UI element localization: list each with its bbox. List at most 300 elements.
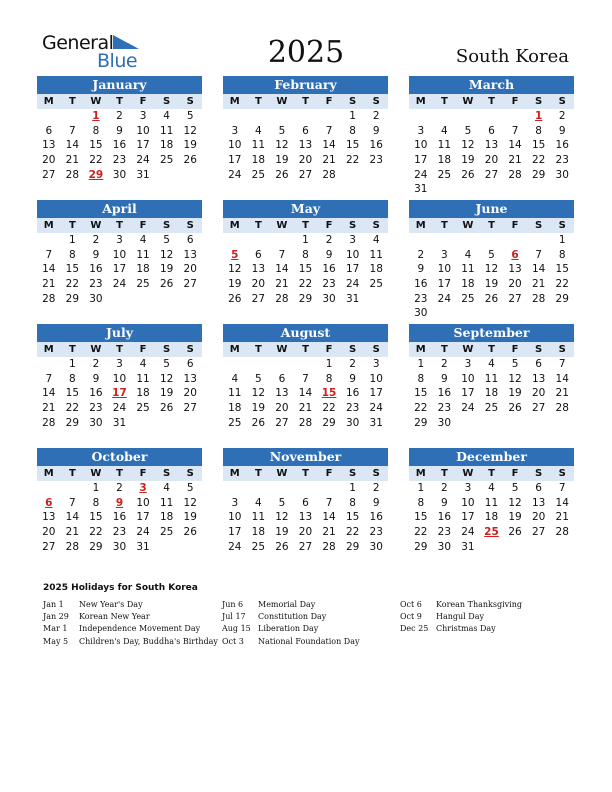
day-cell: 24 xyxy=(136,154,150,167)
day-cell: 23 xyxy=(414,292,428,305)
day-cell: 30 xyxy=(437,540,452,553)
day-cell: 23 xyxy=(112,526,127,539)
weekday-label: M xyxy=(43,96,54,107)
day-cell: 20 xyxy=(251,278,266,291)
day-cell: 28 xyxy=(275,292,289,305)
weekday-label: S xyxy=(349,344,357,355)
day-grid xyxy=(37,357,202,430)
holiday-name: Korean Thanksgiving xyxy=(436,600,522,609)
day-cell: 8 xyxy=(535,124,542,137)
weekday-label: F xyxy=(325,468,333,479)
day-cell: 24 xyxy=(136,526,150,539)
empty-cell xyxy=(270,109,294,124)
day-cell: 28 xyxy=(555,526,569,539)
day-cell: 2 xyxy=(441,358,448,370)
day-cell: 23 xyxy=(89,278,103,291)
day-cell: 5 xyxy=(278,124,286,137)
holiday-name: Children's Day, Buddha's Birthday xyxy=(79,636,218,646)
day-cell: 26 xyxy=(461,168,475,181)
weekday-label: W xyxy=(276,96,288,107)
weekday-label: S xyxy=(186,344,194,355)
day-cell: 9 xyxy=(92,248,100,261)
day-cell: 11 xyxy=(251,139,266,152)
weekday-header-row xyxy=(37,342,202,357)
day-cell: 27 xyxy=(42,540,56,553)
weekday-label: W xyxy=(90,220,102,231)
empty-cell xyxy=(37,357,61,372)
day-cell: 20 xyxy=(298,526,313,539)
weekday-label: W xyxy=(276,468,288,479)
day-cell: 9 xyxy=(325,248,333,261)
month-title: August xyxy=(223,324,388,342)
day-cell: 6 xyxy=(302,496,309,509)
day-cell: 1 xyxy=(302,234,309,246)
empty-cell xyxy=(409,233,433,248)
empty-cell xyxy=(247,357,271,372)
day-cell: 28 xyxy=(42,416,56,429)
day-cell: 3 xyxy=(464,482,472,494)
day-cell: 5 xyxy=(511,482,519,494)
day-cell: 14 xyxy=(65,139,80,152)
weekday-label: M xyxy=(415,344,426,355)
day-cell: 16 xyxy=(345,387,360,400)
weekday-label: S xyxy=(535,220,543,231)
weekday-label: T xyxy=(68,96,76,107)
weekday-label: M xyxy=(229,220,240,231)
day-cell: 12 xyxy=(183,496,197,509)
day-cell: 29 xyxy=(414,416,428,429)
day-cell: 18 xyxy=(484,387,499,400)
holiday-name: New Year's Day xyxy=(79,600,143,609)
day-cell: 2 xyxy=(325,234,333,246)
day-cell: 10 xyxy=(461,372,475,385)
day-cell: 11 xyxy=(251,511,266,524)
day-cell: 29 xyxy=(65,292,80,305)
day-cell: 20 xyxy=(183,263,197,276)
day-cell: 18 xyxy=(159,139,174,152)
day-cell: 12 xyxy=(228,263,242,276)
day-cell: 15 xyxy=(345,139,360,152)
day-cell: 27 xyxy=(531,402,546,415)
weekday-label: S xyxy=(535,96,543,107)
day-cell: 27 xyxy=(484,168,499,181)
weekday-label: W xyxy=(90,96,102,107)
weekday-label: M xyxy=(43,344,54,355)
day-cell: 22 xyxy=(89,154,103,167)
holiday-name: Independence Movement Day xyxy=(79,624,201,634)
day-cell: 22 xyxy=(531,154,546,167)
day-cell: 22 xyxy=(298,278,313,291)
day-cell: 31 xyxy=(369,416,383,429)
day-cell: 29 xyxy=(414,540,428,553)
empty-cell xyxy=(527,233,551,248)
empty-cell xyxy=(37,109,61,124)
weekday-label: M xyxy=(43,468,54,479)
day-cell: 30 xyxy=(555,168,569,181)
holiday-date: Oct 6 xyxy=(400,600,422,609)
day-cell: 2 xyxy=(558,110,566,122)
holiday-column xyxy=(400,599,522,636)
weekday-label: T xyxy=(254,220,262,231)
day-cell: 15 xyxy=(89,511,103,524)
day-cell: 6 xyxy=(488,124,495,137)
empty-cell xyxy=(37,233,61,248)
month-title: July xyxy=(37,324,202,342)
day-cell: 26 xyxy=(183,154,197,167)
month-may xyxy=(223,200,388,306)
day-cell: 2 xyxy=(116,110,123,122)
day-cell: 24 xyxy=(112,278,127,291)
day-cell: 1 xyxy=(349,482,356,494)
day-cell: 2 xyxy=(92,358,100,370)
day-cell: 29 xyxy=(322,416,336,429)
day-cell: 13 xyxy=(275,387,289,400)
country-name: South Korea xyxy=(455,46,569,67)
day-cell: 11 xyxy=(136,248,150,261)
day-cell: 4 xyxy=(372,234,380,246)
empty-cell xyxy=(223,233,247,248)
weekday-header-row xyxy=(409,342,574,357)
month-november xyxy=(223,448,388,554)
month-february xyxy=(223,76,388,182)
weekday-label: T xyxy=(488,220,495,231)
holiday-date: Mar 1 xyxy=(43,624,68,634)
day-cell: 21 xyxy=(42,402,56,415)
day-cell: 24 xyxy=(112,402,127,415)
holiday-name: Hangul Day xyxy=(436,612,484,622)
weekday-label: T xyxy=(488,468,495,479)
day-cell: 23 xyxy=(437,402,452,415)
day-cell: 28 xyxy=(508,168,522,181)
day-cell: 18 xyxy=(251,526,266,539)
weekday-label: W xyxy=(462,468,474,479)
day-cell: 21 xyxy=(65,526,80,539)
day-cell: 3 xyxy=(231,496,239,509)
logo-text-blue: Blue xyxy=(97,50,138,72)
holiday-day-cell: 6 xyxy=(45,496,53,509)
day-cell: 30 xyxy=(322,292,336,305)
month-title: December xyxy=(409,448,574,466)
weekday-label: F xyxy=(325,344,333,355)
day-cell: 12 xyxy=(508,372,522,385)
day-cell: 10 xyxy=(437,263,452,276)
holiday-day-cell: 15 xyxy=(321,387,337,400)
day-cell: 13 xyxy=(531,372,546,385)
weekday-label: T xyxy=(440,468,448,479)
day-cell: 15 xyxy=(414,387,428,400)
day-cell: 14 xyxy=(508,139,522,152)
empty-cell xyxy=(247,481,271,496)
day-cell: 9 xyxy=(116,124,123,137)
weekday-label: T xyxy=(302,96,309,107)
day-cell: 30 xyxy=(112,168,127,181)
day-cell: 17 xyxy=(136,139,150,152)
day-cell: 13 xyxy=(298,511,313,524)
day-cell: 25 xyxy=(228,416,242,429)
month-january xyxy=(37,76,202,182)
holidays-section xyxy=(43,583,583,646)
weekday-label: T xyxy=(116,220,123,231)
day-cell: 3 xyxy=(441,248,448,261)
day-cell: 19 xyxy=(461,154,475,167)
day-cell: 25 xyxy=(437,168,452,181)
day-cell: 21 xyxy=(42,278,56,291)
day-cell: 22 xyxy=(65,402,80,415)
day-cell: 22 xyxy=(89,526,103,539)
empty-cell xyxy=(294,357,318,372)
day-cell: 25 xyxy=(461,292,475,305)
day-cell: 16 xyxy=(89,387,103,400)
day-cell: 19 xyxy=(159,387,174,400)
day-cell: 11 xyxy=(159,124,174,137)
weekday-label: F xyxy=(139,468,147,479)
day-cell: 26 xyxy=(275,540,289,553)
weekday-label: S xyxy=(535,468,543,479)
weekday-header-row xyxy=(409,466,574,481)
day-cell: 10 xyxy=(228,511,242,524)
holiday-name: Christmas Day xyxy=(436,624,496,634)
empty-cell xyxy=(433,109,457,124)
day-cell: 19 xyxy=(508,387,522,400)
day-cell: 10 xyxy=(345,248,360,261)
day-cell: 16 xyxy=(112,511,127,524)
day-cell: 9 xyxy=(441,496,448,509)
weekday-label: F xyxy=(139,96,147,107)
day-cell: 19 xyxy=(484,278,499,291)
day-cell: 5 xyxy=(278,496,286,509)
weekday-label: F xyxy=(139,220,147,231)
day-cell: 16 xyxy=(322,263,336,276)
day-cell: 1 xyxy=(325,358,333,370)
weekday-header-row xyxy=(37,466,202,481)
month-september xyxy=(409,324,574,430)
day-cell: 1 xyxy=(69,234,76,246)
day-cell: 6 xyxy=(255,248,262,261)
day-cell: 13 xyxy=(183,248,197,261)
holiday-column xyxy=(222,599,360,648)
day-cell: 18 xyxy=(136,263,150,276)
day-cell: 6 xyxy=(45,124,53,137)
day-cell: 17 xyxy=(345,263,360,276)
empty-cell xyxy=(270,481,294,496)
day-cell: 27 xyxy=(275,416,289,429)
holiday-list-item xyxy=(43,623,218,635)
holiday-day-cell: 1 xyxy=(92,110,100,122)
month-title: January xyxy=(37,76,202,94)
day-cell: 10 xyxy=(461,496,475,509)
day-cell: 9 xyxy=(558,124,566,137)
day-cell: 27 xyxy=(42,168,56,181)
day-cell: 10 xyxy=(414,139,428,152)
holiday-date: May 5 xyxy=(43,636,69,646)
weekday-label: F xyxy=(511,220,519,231)
day-cell: 30 xyxy=(345,416,360,429)
weekday-label: S xyxy=(372,468,380,479)
day-cell: 27 xyxy=(251,292,266,305)
day-cell: 8 xyxy=(417,372,425,385)
weekday-label: F xyxy=(511,468,519,479)
day-cell: 10 xyxy=(369,372,383,385)
day-cell: 12 xyxy=(275,511,289,524)
day-cell: 19 xyxy=(508,511,522,524)
day-cell: 13 xyxy=(508,263,522,276)
holiday-date: Jun 6 xyxy=(222,600,244,609)
day-cell: 5 xyxy=(163,234,170,246)
holiday-list-item xyxy=(43,636,218,648)
weekday-label: W xyxy=(90,344,102,355)
day-cell: 4 xyxy=(139,358,147,370)
day-cell: 20 xyxy=(183,387,197,400)
empty-cell xyxy=(480,233,504,248)
weekday-label: S xyxy=(558,220,566,231)
weekday-label: T xyxy=(68,344,76,355)
day-grid xyxy=(409,109,574,197)
day-cell: 31 xyxy=(136,540,150,553)
holiday-date: Jan 1 xyxy=(43,600,64,609)
day-cell: 21 xyxy=(275,278,289,291)
day-cell: 20 xyxy=(508,278,522,291)
empty-cell xyxy=(247,233,271,248)
day-cell: 8 xyxy=(92,124,100,137)
day-cell: 29 xyxy=(298,292,313,305)
day-cell: 28 xyxy=(42,292,56,305)
day-cell: 12 xyxy=(183,124,197,137)
day-cell: 3 xyxy=(116,234,123,246)
day-cell: 15 xyxy=(65,263,80,276)
day-cell: 10 xyxy=(228,139,242,152)
day-cell: 7 xyxy=(69,124,76,137)
day-cell: 31 xyxy=(136,168,150,181)
empty-cell xyxy=(294,481,318,496)
holiday-date: Aug 15 xyxy=(222,624,251,634)
day-cell: 27 xyxy=(298,540,313,553)
empty-cell xyxy=(270,233,294,248)
weekday-label: T xyxy=(440,344,448,355)
day-cell: 28 xyxy=(322,540,336,553)
day-cell: 9 xyxy=(372,496,380,509)
day-cell: 6 xyxy=(302,124,309,137)
day-cell: 11 xyxy=(484,496,499,509)
day-cell: 2 xyxy=(372,110,380,122)
weekday-label: T xyxy=(440,220,448,231)
day-cell: 8 xyxy=(302,248,309,261)
day-cell: 7 xyxy=(45,248,53,261)
day-cell: 2 xyxy=(349,358,356,370)
day-cell: 18 xyxy=(484,511,499,524)
weekday-label: S xyxy=(372,96,380,107)
day-cell: 10 xyxy=(112,372,127,385)
day-cell: 5 xyxy=(255,372,262,385)
day-cell: 25 xyxy=(251,168,266,181)
day-cell: 9 xyxy=(441,372,448,385)
holiday-day-cell: 25 xyxy=(484,526,499,539)
day-cell: 18 xyxy=(369,263,383,276)
day-cell: 31 xyxy=(112,416,127,429)
day-cell: 2 xyxy=(417,248,425,261)
day-grid xyxy=(37,109,202,182)
day-cell: 21 xyxy=(508,154,522,167)
month-title: October xyxy=(37,448,202,466)
holiday-list-item xyxy=(222,636,360,648)
day-cell: 1 xyxy=(92,482,100,494)
holiday-date: Oct 9 xyxy=(400,612,422,622)
empty-cell xyxy=(294,109,318,124)
day-cell: 31 xyxy=(461,540,475,553)
day-cell: 20 xyxy=(298,154,313,167)
holiday-list-item xyxy=(43,599,218,611)
logo-text-general: General xyxy=(42,32,114,54)
day-cell: 12 xyxy=(484,263,499,276)
day-cell: 16 xyxy=(89,263,103,276)
weekday-header-row xyxy=(223,342,388,357)
day-cell: 27 xyxy=(183,402,197,415)
day-cell: 11 xyxy=(437,139,452,152)
day-cell: 17 xyxy=(228,154,242,167)
day-cell: 27 xyxy=(183,278,197,291)
weekday-label: T xyxy=(116,344,123,355)
day-cell: 25 xyxy=(136,402,150,415)
day-cell: 13 xyxy=(251,263,266,276)
day-cell: 8 xyxy=(325,372,333,385)
holiday-list-item xyxy=(222,623,360,635)
weekday-label: S xyxy=(558,468,566,479)
weekday-header-row xyxy=(37,94,202,109)
day-cell: 7 xyxy=(535,248,542,261)
day-cell: 13 xyxy=(298,139,313,152)
holiday-name: Memorial Day xyxy=(258,600,316,609)
holiday-day-cell: 1 xyxy=(534,110,543,122)
empty-cell xyxy=(480,109,504,124)
day-cell: 17 xyxy=(112,263,127,276)
weekday-label: M xyxy=(43,220,54,231)
weekday-label: S xyxy=(349,220,357,231)
empty-cell xyxy=(223,481,247,496)
empty-cell xyxy=(223,109,247,124)
weekday-label: W xyxy=(462,344,474,355)
day-cell: 23 xyxy=(369,154,383,167)
day-cell: 16 xyxy=(555,139,569,152)
day-cell: 11 xyxy=(484,372,499,385)
day-cell: 28 xyxy=(65,168,80,181)
empty-cell xyxy=(61,481,85,496)
holiday-list-item xyxy=(400,599,522,611)
holiday-day-cell: 9 xyxy=(115,496,124,509)
weekday-label: S xyxy=(349,96,357,107)
weekday-label: T xyxy=(116,96,123,107)
day-cell: 9 xyxy=(92,372,100,385)
weekday-label: S xyxy=(349,468,357,479)
month-june xyxy=(409,200,574,321)
day-cell: 22 xyxy=(555,278,569,291)
day-cell: 13 xyxy=(531,496,546,509)
empty-cell xyxy=(317,481,341,496)
month-title: June xyxy=(409,200,574,218)
day-cell: 14 xyxy=(42,263,56,276)
day-cell: 14 xyxy=(555,496,569,509)
holiday-list-item xyxy=(400,623,522,635)
weekday-header-row xyxy=(409,218,574,233)
weekday-label: T xyxy=(302,468,309,479)
day-cell: 9 xyxy=(372,124,380,137)
day-cell: 2 xyxy=(441,482,448,494)
day-cell: 19 xyxy=(275,154,289,167)
day-cell: 29 xyxy=(89,540,103,553)
month-april xyxy=(37,200,202,306)
day-cell: 4 xyxy=(231,372,239,385)
month-august xyxy=(223,324,388,430)
day-cell: 31 xyxy=(414,183,428,196)
day-cell: 6 xyxy=(186,358,194,370)
